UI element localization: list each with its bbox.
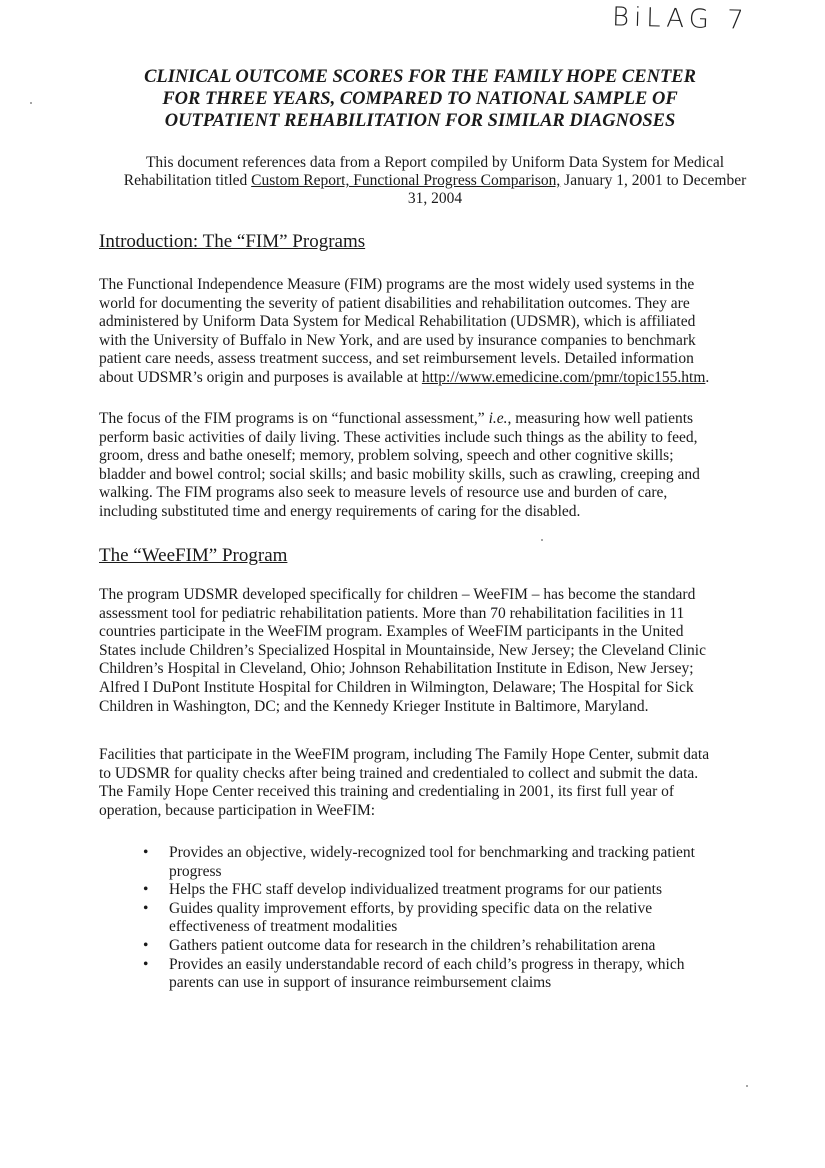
- list-item-line: Provides an objective, widely-recognized tool for benchmarking and tracking patient: [169, 844, 695, 861]
- list-item: [143, 937, 695, 956]
- italic-abbrev: i.e.: [488, 410, 508, 427]
- handwritten-stamp: BiLAG 7: [611, 2, 749, 36]
- list-item-line: progress: [169, 862, 222, 880]
- paragraph-line: [99, 410, 700, 429]
- bullet-icon: •: [143, 844, 149, 861]
- paragraph-line: States include Children’s Specialized Hospital in Mountainside, New Jersey; the Cleveland Clinic: [99, 641, 706, 659]
- weefim-paragraph-1: [99, 586, 706, 716]
- bullet-icon: •: [143, 881, 149, 899]
- paragraph-line: Children in Washington, DC; and the Kennedy Krieger Institute in Baltimore, Maryland.: [99, 697, 649, 715]
- paragraph-text: about UDSMR’s origin and purposes is available at: [99, 368, 422, 386]
- scan-speck: [30, 102, 32, 104]
- reference-line: [95, 172, 775, 190]
- paragraph-line: Facilities that participate in the WeeFIM program, including The Family Hope Center, submit data: [99, 746, 710, 763]
- paragraph-line: administered by Uniform Data System for Medical Rehabilitation (UDSMR), which is affiliated: [99, 313, 696, 331]
- paragraph-line: [99, 369, 709, 388]
- list-item-line: effectiveness of treatment modalities: [169, 918, 398, 936]
- reference-note: [95, 154, 775, 208]
- scan-speck: [746, 1085, 748, 1087]
- emedicine-link[interactable]: http://www.emedicine.com/pmr/topic155.htm: [421, 368, 706, 386]
- paragraph-line: to UDSMR for quality checks after being trained and credentialed to collect and submit the data.: [99, 764, 699, 782]
- benefits-list: [143, 844, 695, 993]
- list-item: [143, 881, 695, 900]
- paragraph-text: .: [705, 368, 710, 386]
- weefim-paragraph-2: [99, 746, 709, 820]
- paragraph-line: bladder and bowel control; social skills; and basic mobility skills, such as crawling, creeping and: [99, 465, 700, 483]
- document-title: [100, 66, 740, 132]
- scan-speck: [541, 539, 543, 541]
- bullet-icon: •: [143, 899, 149, 917]
- paragraph-line: perform basic activities of daily living. These activities include such things as the ability to feed,: [99, 428, 698, 446]
- list-item: [143, 900, 695, 937]
- title-line: CLINICAL OUTCOME SCORES FOR THE FAMILY HOPE CENTER: [144, 67, 696, 87]
- list-item-line: Gathers patient outcome data for research in the children’s rehabilitation arena: [169, 936, 656, 954]
- paragraph-line: The Functional Independence Measure (FIM) programs are the most widely used systems in the: [99, 276, 695, 293]
- paragraph-line: The program UDSMR developed specifically for children – WeeFIM – has become the standard: [99, 586, 696, 603]
- paragraph-line: Children’s Hospital in Cleveland, Ohio; Johnson Rehabilitation Institute in Edison, New Jersey;: [99, 660, 694, 678]
- reference-line: This document references data from a Report compiled by Uniform Data System for Medical: [145, 154, 725, 171]
- paragraph-line: The Family Hope Center received this training and credentialing in 2001, its first full year of: [99, 783, 675, 801]
- report-title: Custom Report, Functional Progress Comparison,: [251, 172, 561, 189]
- reference-line: 31, 2004: [407, 190, 463, 207]
- list-item: [143, 844, 695, 881]
- paragraph-text: , measuring how well patients: [507, 410, 694, 427]
- title-line: OUTPATIENT REHABILITATION FOR SIMILAR DIAGNOSES: [164, 111, 676, 131]
- intro-paragraph-2: [99, 410, 700, 522]
- intro-paragraph-1: [99, 276, 709, 388]
- list-item-line: parents can use in support of insurance reimbursement claims: [169, 974, 552, 992]
- paragraph-line: assessment tool for pediatric rehabilitation patients. More than 70 rehabilitation facilities in 11: [99, 604, 685, 622]
- paragraph-line: walking. The FIM programs also seek to measure levels of resource use and burden of care,: [99, 484, 668, 502]
- section-heading-introduction: Introduction: The “FIM” Programs: [99, 231, 366, 252]
- paragraph-line: world for documenting the severity of patient disabilities and rehabilitation outcomes. They are: [99, 294, 690, 312]
- paragraph-line: patient care needs, assess treatment success, and set reimbursement levels. Detailed information: [99, 350, 694, 368]
- reference-text: January 1, 2001 to December: [560, 172, 747, 189]
- paragraph-line: with the University of Buffalo in New York, and are used by insurance companies to benchmark: [99, 331, 696, 349]
- title-line: FOR THREE YEARS, COMPARED TO NATIONAL SAMPLE OF: [162, 89, 678, 109]
- bullet-icon: •: [143, 955, 149, 973]
- paragraph-line: including substituted time and energy requirements of caring for the disabled.: [99, 502, 581, 520]
- list-item-line: Guides quality improvement efforts, by providing specific data on the relative: [169, 899, 653, 917]
- paragraph-line: countries participate in the WeeFIM program. Examples of WeeFIM participants in the United: [99, 623, 684, 641]
- list-item: [143, 956, 695, 993]
- reference-text: Rehabilitation titled: [123, 172, 252, 189]
- paragraph-line: Alfred I DuPont Institute Hospital for Children in Wilmington, Delaware; The Hospital for Sick: [99, 678, 694, 696]
- paragraph-text: The focus of the FIM programs is on “functional assessment,”: [99, 410, 489, 427]
- list-item-line: Provides an easily understandable record of each child’s progress in therapy, which: [169, 955, 685, 973]
- section-heading-weefim: The “WeeFIM” Program: [99, 545, 288, 566]
- paragraph-line: groom, dress and bathe oneself; memory, problem solving, speech and other cognitive skills;: [99, 447, 674, 465]
- paragraph-line: operation, because participation in WeeFIM:: [99, 801, 376, 819]
- bullet-icon: •: [143, 936, 149, 954]
- list-item-line: Helps the FHC staff develop individualized treatment programs for our patients: [169, 881, 663, 899]
